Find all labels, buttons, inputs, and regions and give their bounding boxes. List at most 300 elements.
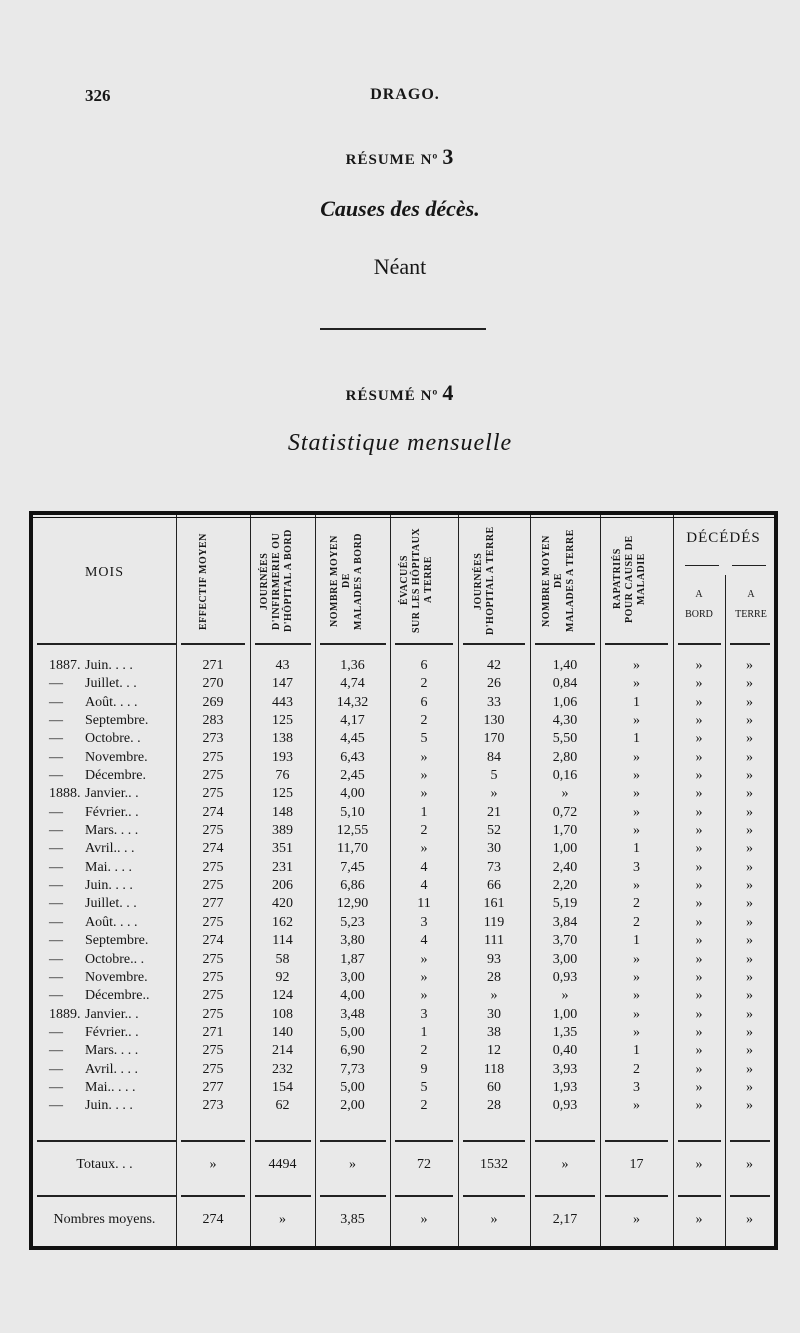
row-year: 1888. xyxy=(49,786,81,802)
table-cell: » xyxy=(490,786,498,802)
table-cell: 5,50 xyxy=(552,731,578,747)
header-rule xyxy=(395,643,453,645)
table-row xyxy=(33,805,774,823)
table-cell: » xyxy=(633,1006,640,1022)
table-cell: 30 xyxy=(487,841,501,857)
resume3-title-text: RÉSUME Nº xyxy=(345,152,439,168)
table-cell: 275 xyxy=(202,1061,224,1077)
table-row xyxy=(33,676,774,694)
table-cell: 4,00 xyxy=(340,786,365,802)
table-cell: 0,93 xyxy=(552,1098,578,1114)
totals-cell: 72 xyxy=(417,1157,431,1172)
table-cell: » xyxy=(695,1061,703,1077)
resume4-number: 4 xyxy=(442,380,455,405)
table-cell: 283 xyxy=(202,713,224,729)
table-cell: » xyxy=(746,768,753,784)
header-malades-terre: NOMBRE MOYEN DE MALADES A TERRE xyxy=(541,529,576,633)
table-cell: 275 xyxy=(202,914,224,930)
running-title-text: DRAGO. xyxy=(370,86,440,103)
table-cell: 275 xyxy=(202,988,224,1004)
row-month: Février.. . xyxy=(85,804,139,820)
header-journees-terre: JOURNÉES D'HOPITAL A TERRE xyxy=(473,526,496,636)
row-month: Octobre. . xyxy=(85,731,141,747)
header-evacues: ÉVACUÉS SUR LES HÔPITAUX A TERRE xyxy=(399,527,434,633)
table-cell: » xyxy=(695,749,703,765)
table-cell: » xyxy=(420,749,428,765)
totals-cell: » xyxy=(349,1157,356,1172)
table-cell: 2 xyxy=(420,823,428,839)
table-cell: » xyxy=(746,1043,753,1059)
resume3-subtitle: Causes des décès. xyxy=(320,196,480,221)
table-cell: 389 xyxy=(272,823,293,839)
table-cell: » xyxy=(695,1006,703,1022)
table-cell: » xyxy=(746,878,753,894)
table-cell: » xyxy=(695,951,703,967)
table-cell: 443 xyxy=(272,694,293,710)
table-cell: » xyxy=(746,1098,753,1114)
table-cell: 42 xyxy=(487,658,501,673)
table-cell: 5,23 xyxy=(340,914,365,930)
table-cell: 38 xyxy=(487,1024,501,1040)
header-rule xyxy=(678,643,721,645)
table-cell: » xyxy=(746,969,753,985)
row-year: — xyxy=(49,878,63,894)
table-cell: » xyxy=(633,878,640,894)
separator-rule xyxy=(320,1140,386,1142)
row-year: — xyxy=(49,914,63,930)
resume4-title-text: RÉSUMÉ Nº xyxy=(345,388,439,404)
header-mois: MOIS xyxy=(84,565,124,580)
table-row xyxy=(33,823,774,841)
table-row xyxy=(33,860,774,878)
row-month: Août. . . . xyxy=(85,694,138,710)
means-cell: » xyxy=(633,1212,640,1227)
means-cell: 2,17 xyxy=(552,1212,578,1227)
table-cell: 273 xyxy=(202,731,224,747)
separator-rule xyxy=(395,1195,453,1197)
table-row xyxy=(33,878,774,896)
header-rule xyxy=(181,643,245,645)
row-year: — xyxy=(49,694,63,710)
header-dec-bord: A BORD xyxy=(685,589,713,620)
table-cell: » xyxy=(420,841,428,857)
table-cell: 28 xyxy=(487,969,501,985)
table-row xyxy=(33,915,774,933)
table-cell: 5,19 xyxy=(552,896,578,912)
table-cell: 1 xyxy=(420,1024,428,1040)
table-cell: » xyxy=(695,658,703,673)
table-cell: 58 xyxy=(275,951,290,967)
table-cell: 3 xyxy=(420,1006,428,1022)
table-cell: 275 xyxy=(202,878,224,894)
separator-rule xyxy=(678,1195,721,1197)
table-cell: » xyxy=(695,713,703,729)
table-cell: 7,73 xyxy=(340,1061,365,1077)
resume4-subtitle: Statistique mensuelle xyxy=(287,430,513,456)
table-cell: 1,36 xyxy=(340,658,365,673)
row-year: — xyxy=(49,933,63,949)
table-cell: » xyxy=(746,658,753,673)
table-cell: » xyxy=(633,749,640,765)
table-cell: » xyxy=(746,1024,753,1040)
table-row xyxy=(33,695,774,713)
table-cell: 148 xyxy=(272,804,293,820)
row-month: Octobre.. . xyxy=(85,951,145,967)
table-cell: 3,70 xyxy=(552,933,578,949)
table-cell: 4,00 xyxy=(340,988,365,1004)
separator-rule xyxy=(730,1195,770,1197)
table-cell: 2 xyxy=(633,914,640,930)
table-cell: 275 xyxy=(202,969,224,985)
table-cell: » xyxy=(633,786,640,802)
table-cell: » xyxy=(633,1098,640,1114)
table-cell: » xyxy=(695,914,703,930)
table-cell: 76 xyxy=(275,768,290,784)
table-cell: 73 xyxy=(487,859,501,875)
header-journees-bord: JOURNÉES D'INFIRMERIE OU D'HÔPITAL A BORD xyxy=(259,529,294,633)
totals-cell: » xyxy=(746,1157,753,1172)
table-cell: 1,35 xyxy=(552,1024,578,1040)
means-cell: » xyxy=(695,1212,703,1227)
separator-rule xyxy=(37,1195,176,1197)
table-cell: 12,90 xyxy=(336,896,369,912)
totals-cell: » xyxy=(695,1157,703,1172)
table-cell: » xyxy=(633,676,640,692)
separator-rule xyxy=(605,1140,668,1142)
row-year: — xyxy=(49,676,63,692)
table-cell: 4 xyxy=(420,859,428,875)
table-cell: 147 xyxy=(272,676,293,692)
table-cell: » xyxy=(746,749,753,765)
table-cell: 114 xyxy=(272,933,293,949)
header-dec-terre: A TERRE xyxy=(735,589,767,620)
row-month: Avril.. . . xyxy=(85,841,135,857)
table-cell: » xyxy=(561,786,569,802)
table-cell: » xyxy=(695,896,703,912)
totals-cell: 1532 xyxy=(480,1157,508,1172)
table-cell: 2 xyxy=(420,676,428,692)
table-cell: 1 xyxy=(633,841,640,857)
table-cell: » xyxy=(746,731,753,747)
row-year: — xyxy=(49,713,63,729)
table-row xyxy=(33,713,774,731)
table-cell: 6 xyxy=(420,658,428,673)
table-cell: 270 xyxy=(202,676,224,692)
means-cell: 274 xyxy=(202,1212,224,1227)
separator-rule xyxy=(605,1195,668,1197)
header-brace xyxy=(685,565,719,566)
table-cell: 193 xyxy=(272,749,293,765)
table-cell: 0,93 xyxy=(552,969,578,985)
table-cell: 33 xyxy=(487,694,501,710)
row-month: Septembre. xyxy=(85,933,149,949)
table-cell: » xyxy=(633,768,640,784)
table-cell: » xyxy=(746,1061,753,1077)
table-cell: 232 xyxy=(272,1061,293,1077)
table-cell: » xyxy=(695,1043,703,1059)
table-cell: 125 xyxy=(272,786,293,802)
table-cell: » xyxy=(633,713,640,729)
separator-rule xyxy=(463,1140,525,1142)
table-cell: 108 xyxy=(272,1006,293,1022)
table-cell: 14,32 xyxy=(336,694,369,710)
page-number: 326 xyxy=(85,86,111,105)
header-rule xyxy=(730,643,770,645)
table-cell: » xyxy=(746,823,753,839)
table-cell: 2 xyxy=(420,1043,428,1059)
table-cell: » xyxy=(746,1006,753,1022)
means-cell: » xyxy=(746,1212,753,1227)
means-row xyxy=(33,1212,774,1232)
table-cell: » xyxy=(420,988,428,1004)
table-cell: » xyxy=(746,914,753,930)
table-cell: 4,45 xyxy=(340,731,365,747)
totals-row xyxy=(33,1157,774,1177)
table-cell: 3,80 xyxy=(340,933,365,949)
resume3-content: Néant xyxy=(373,254,427,279)
row-year: 1889. xyxy=(49,1006,81,1022)
table-row xyxy=(33,841,774,859)
row-month: Décembre.. xyxy=(85,988,150,1004)
table-cell: 111 xyxy=(484,933,504,949)
row-month: Novembre. xyxy=(85,749,148,765)
row-month: Avril. . . . xyxy=(85,1061,139,1077)
header-decedes: DÉCÉDÉS xyxy=(686,530,761,546)
table-cell: » xyxy=(633,988,640,1004)
table-cell: 7,45 xyxy=(340,859,365,875)
table-cell: 3,00 xyxy=(552,951,578,967)
means-cell: 3,85 xyxy=(340,1212,365,1227)
table-cell: 6,90 xyxy=(340,1043,365,1059)
table-cell: 5,10 xyxy=(340,804,365,820)
row-month: Mai.. . . . xyxy=(85,1079,136,1095)
table-cell: 206 xyxy=(272,878,293,894)
row-year: — xyxy=(49,859,63,875)
table-row xyxy=(33,750,774,768)
table-cell: 3 xyxy=(633,1079,640,1095)
row-year: — xyxy=(49,988,63,1004)
row-year: — xyxy=(49,1098,63,1114)
table-cell: 0,72 xyxy=(552,804,578,820)
table-cell: 3,48 xyxy=(340,1006,365,1022)
table-row xyxy=(33,786,774,804)
table-cell: » xyxy=(695,1024,703,1040)
table-cell: » xyxy=(490,988,498,1004)
table-cell: 420 xyxy=(272,896,293,912)
table-cell: » xyxy=(695,731,703,747)
table-cell: 271 xyxy=(202,1024,224,1040)
table-cell: » xyxy=(746,713,753,729)
table-row xyxy=(33,988,774,1006)
table-row xyxy=(33,1080,774,1098)
table-cell: » xyxy=(746,859,753,875)
row-month: Août. . . . xyxy=(85,914,138,930)
table-cell: » xyxy=(420,786,428,802)
table-cell: 138 xyxy=(272,731,293,747)
table-cell: 52 xyxy=(487,823,501,839)
table-cell: » xyxy=(695,676,703,692)
separator-rule xyxy=(395,1140,453,1142)
resume3-title xyxy=(0,144,800,170)
table-body xyxy=(33,658,774,1117)
table-cell: » xyxy=(746,1079,753,1095)
table-cell: 92 xyxy=(275,969,290,985)
row-year: — xyxy=(49,1061,63,1077)
table-cell: » xyxy=(633,951,640,967)
separator-rule xyxy=(678,1140,721,1142)
table-cell: 3,00 xyxy=(340,969,365,985)
separator-rule xyxy=(181,1195,245,1197)
table-cell: 140 xyxy=(272,1024,293,1040)
row-month: Décembre. xyxy=(85,768,147,784)
table-cell: 1 xyxy=(420,804,428,820)
table-cell: 130 xyxy=(483,713,505,729)
table-cell: 5,00 xyxy=(340,1024,365,1040)
table-cell: 11 xyxy=(417,896,431,912)
table-cell: » xyxy=(746,951,753,967)
table-cell: 12 xyxy=(487,1043,501,1059)
totals-cell: 4494 xyxy=(268,1157,297,1172)
separator-rule xyxy=(535,1195,595,1197)
table-cell: 12,55 xyxy=(336,823,369,839)
table-cell: 21 xyxy=(487,804,501,820)
table-cell: 2 xyxy=(420,1098,428,1114)
table-cell: » xyxy=(746,676,753,692)
table-row xyxy=(33,1025,774,1043)
table-cell: 2,20 xyxy=(552,878,578,894)
table-cell: 1,93 xyxy=(552,1079,578,1095)
resume3-number: 3 xyxy=(442,144,455,169)
totals-cell: » xyxy=(209,1157,217,1172)
row-year: — xyxy=(49,1024,63,1040)
table-cell: » xyxy=(633,823,640,839)
table-cell: » xyxy=(695,823,703,839)
row-month: Juin. . . . xyxy=(85,1098,133,1114)
table-cell: 1 xyxy=(633,1043,640,1059)
row-year: — xyxy=(49,951,63,967)
table-cell: 275 xyxy=(202,1043,224,1059)
totals-label: Totaux. . . xyxy=(76,1157,133,1172)
row-month: Juillet. . . xyxy=(85,676,137,692)
table-cell: » xyxy=(633,658,640,673)
table-cell: 154 xyxy=(272,1079,293,1095)
means-cell: » xyxy=(490,1212,498,1227)
table-cell: 2 xyxy=(420,713,428,729)
table-cell: 161 xyxy=(483,896,505,912)
table-cell: 119 xyxy=(483,914,505,930)
table-cell: » xyxy=(695,804,703,820)
table-row xyxy=(33,933,774,951)
table-cell: 274 xyxy=(202,841,224,857)
table-cell: 275 xyxy=(202,823,224,839)
header-rule xyxy=(605,643,668,645)
table-row xyxy=(33,1098,774,1116)
table-cell: » xyxy=(695,933,703,949)
table-row xyxy=(33,1062,774,1080)
table-cell: 3,93 xyxy=(552,1061,578,1077)
means-label: Nombres moyens. xyxy=(53,1212,156,1227)
table-cell: 6 xyxy=(420,694,428,710)
table-cell: 275 xyxy=(202,768,224,784)
table-cell: 26 xyxy=(487,676,501,692)
table-cell: » xyxy=(633,969,640,985)
running-title xyxy=(0,86,800,104)
table-cell: 4,74 xyxy=(340,676,365,692)
header-rule xyxy=(463,643,525,645)
table-cell: 28 xyxy=(487,1098,501,1114)
table-row xyxy=(33,768,774,786)
table-cell: 0,84 xyxy=(552,676,578,692)
row-month: Février.. . xyxy=(85,1024,139,1040)
row-year: — xyxy=(49,1079,63,1095)
table-cell: 271 xyxy=(202,658,224,673)
table-cell: 6,86 xyxy=(340,878,365,894)
header-rule xyxy=(255,643,311,645)
table-row xyxy=(33,658,774,676)
separator-rule xyxy=(320,1195,386,1197)
table-cell: » xyxy=(695,1079,703,1095)
table-cell: 4,30 xyxy=(552,713,578,729)
table-cell: 3 xyxy=(420,914,428,930)
table-cell: » xyxy=(695,859,703,875)
table-cell: 2,00 xyxy=(340,1098,365,1114)
table-cell: 1,00 xyxy=(552,1006,578,1022)
table-cell: » xyxy=(695,786,703,802)
table-cell: » xyxy=(746,988,753,1004)
table-cell: 1 xyxy=(633,731,640,747)
separator-rule xyxy=(463,1195,525,1197)
table-cell: 0,40 xyxy=(552,1043,578,1059)
table-cell: » xyxy=(695,1098,703,1114)
row-month: Juillet. . . xyxy=(85,896,137,912)
table-cell: 274 xyxy=(202,804,224,820)
table-cell: 1,06 xyxy=(552,694,578,710)
table-cell: 1,40 xyxy=(552,658,578,673)
table-cell: 273 xyxy=(202,1098,224,1114)
table-row xyxy=(33,731,774,749)
header-effectif: EFFECTIF MOYEN xyxy=(198,533,209,631)
table-cell: 4,17 xyxy=(340,713,365,729)
table-row xyxy=(33,1043,774,1061)
table-row xyxy=(33,896,774,914)
table-cell: 3,84 xyxy=(552,914,578,930)
header-malades-bord: NOMBRE MOYEN DE MALADES A BORD xyxy=(329,532,364,630)
table-cell: 162 xyxy=(272,914,293,930)
table-cell: 66 xyxy=(487,878,501,894)
table-cell: » xyxy=(695,878,703,894)
table-cell: 3 xyxy=(633,859,640,875)
table-cell: 170 xyxy=(483,731,505,747)
table-cell: 5 xyxy=(420,731,428,747)
table-cell: 84 xyxy=(487,749,501,765)
table-cell: 1,87 xyxy=(340,951,365,967)
row-year: — xyxy=(49,749,63,765)
row-year: 1887. xyxy=(49,658,81,673)
totals-cell: 17 xyxy=(629,1157,644,1172)
separator-rule xyxy=(255,1140,311,1142)
header-rule xyxy=(535,643,595,645)
table-cell: 2,45 xyxy=(340,768,365,784)
table-cell: » xyxy=(695,988,703,1004)
separator-rule xyxy=(181,1140,245,1142)
table-cell: 275 xyxy=(202,1006,224,1022)
table-cell: » xyxy=(746,841,753,857)
table-cell: 6,43 xyxy=(340,749,365,765)
table-cell: 11,70 xyxy=(337,841,368,857)
table-cell: 60 xyxy=(487,1079,501,1095)
separator-rule xyxy=(255,1195,311,1197)
header-rapatries: RAPATRIÉS POUR CAUSE DE MALADIE xyxy=(612,535,647,623)
